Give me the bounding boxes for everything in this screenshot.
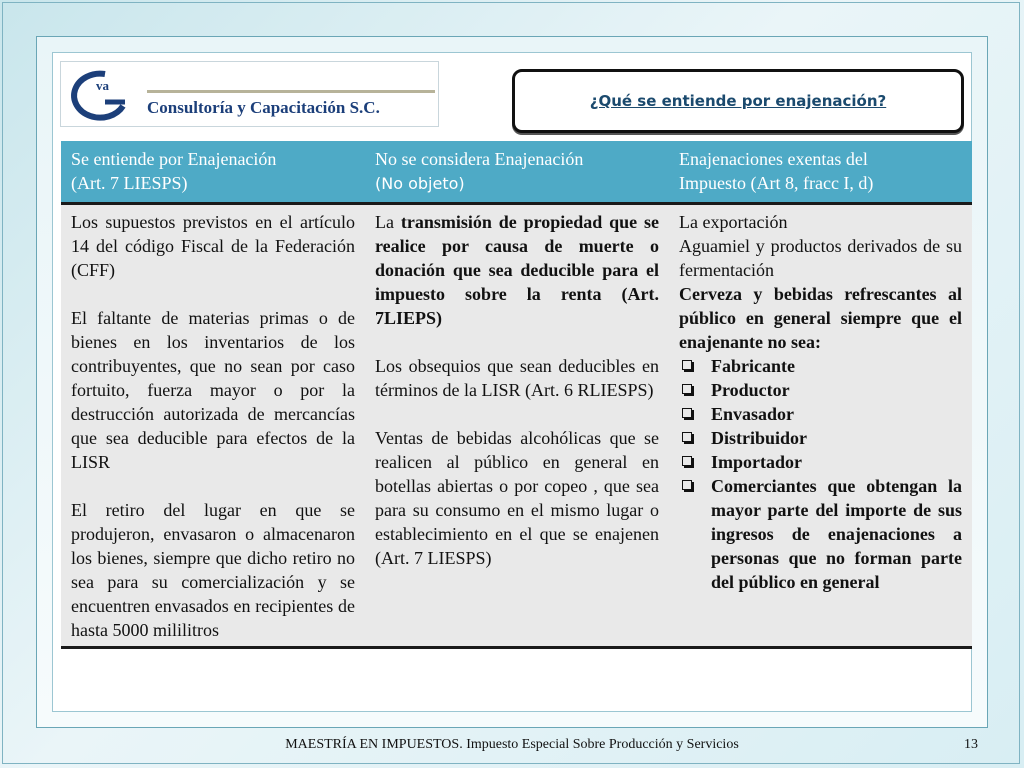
text-bold: Cerveza y bebidas refrescantes al público en general siempre que el enajenante no sea: [679, 284, 962, 352]
header-no-se-considera [365, 141, 669, 204]
exempt-list [679, 354, 962, 594]
text-bold: transmisión de propiedad que se realice por causa de muerte o donación que sea deducible para el impuesto sobre la renta (Art. 7LIEPS) [375, 212, 659, 328]
checkbox-bullet-icon [682, 384, 692, 394]
cell-no-se-considera [365, 204, 669, 648]
company-name: Consultoría y Capacitación S.C. [147, 98, 380, 117]
list-item-label: Fabricante [711, 356, 795, 376]
header-line: (No objeto) [375, 174, 465, 193]
header-line: Se entiende por Enajenación [71, 149, 277, 169]
page-number: 13 [964, 737, 978, 752]
list-item-label: Envasador [711, 404, 795, 424]
header-line: Enajenaciones exentas del [679, 149, 868, 169]
question-title: ¿Qué se entiende por enajenación? [589, 92, 887, 110]
list-item-label: Distribuidor [711, 428, 808, 448]
header-line: (Art. 7 LIESPS) [71, 173, 188, 193]
question-callout [512, 69, 964, 133]
list-item [679, 474, 962, 594]
table-row [61, 204, 972, 648]
paragraph: La exportación [679, 212, 788, 232]
list-item [679, 402, 962, 426]
header-line: No se considera Enajenación [375, 149, 584, 169]
checkbox-bullet-icon [682, 480, 692, 490]
checkbox-bullet-icon [682, 432, 692, 442]
gva-logo-icon [65, 66, 145, 124]
list-item [679, 450, 962, 474]
checkbox-bullet-icon [682, 456, 692, 466]
cell-se-entiende [61, 204, 365, 648]
paragraph [679, 282, 962, 354]
company-logo [60, 61, 439, 127]
svg-text:va: va [96, 78, 109, 93]
checkbox-bullet-icon [682, 360, 692, 370]
list-item [679, 426, 962, 450]
paragraph: Aguamiel y productos derivados de su fermentación [679, 236, 962, 280]
list-item-label: Importador [711, 452, 802, 472]
logo-divider [147, 90, 435, 93]
paragraph: El faltante de materias primas o de bienes en los inventarios de los contribuyentes, que no sean por caso fortuito, fuerza mayor o por la destrucción autorizada de mercancías que sea deducible para efectos de la LISR [71, 308, 355, 472]
checkbox-bullet-icon [682, 408, 692, 418]
list-item-label: Productor [711, 380, 790, 400]
paragraph: Los supuestos previstos en el artículo 14 del código Fiscal de la Federación (CFF) [71, 212, 355, 280]
paragraph: Ventas de bebidas alcohólicas que se realicen al público en general en botellas abiertas o por copeo , que sea para su consumo en el mismo lugar o establecimiento en el que se enajenen (Art. 7 LIESPS) [375, 428, 659, 568]
paragraph: Los obsequios que sean deducibles en términos de la LISR (Art. 6 RLIESPS) [375, 356, 659, 400]
header-line: Impuesto (Art 8, fracc I, d) [679, 173, 874, 193]
header-exentas [669, 141, 972, 204]
cell-exentas [669, 204, 972, 648]
paragraph: El retiro del lugar en que se produjeron, envasaron o almacenaron los bienes, siempre que dicho retiro no sea para su comercialización y se encuentren envasados en recipientes de hasta 5000 mililitros [71, 500, 355, 640]
list-item-label: Comerciantes que obtengan la mayor parte del importe de sus ingresos de enajenaciones a personas que no forman parte del público en general [711, 476, 962, 592]
table-header-row [61, 141, 972, 204]
paragraph [375, 210, 659, 330]
list-item [679, 378, 962, 402]
list-item [679, 354, 962, 378]
header-se-entiende [61, 141, 365, 204]
text-lead: La [375, 212, 394, 232]
footer-text: MAESTRÍA EN IMPUESTOS. Impuesto Especial Sobre Producción y Servicios [285, 737, 739, 752]
enajenacion-table [61, 141, 972, 649]
